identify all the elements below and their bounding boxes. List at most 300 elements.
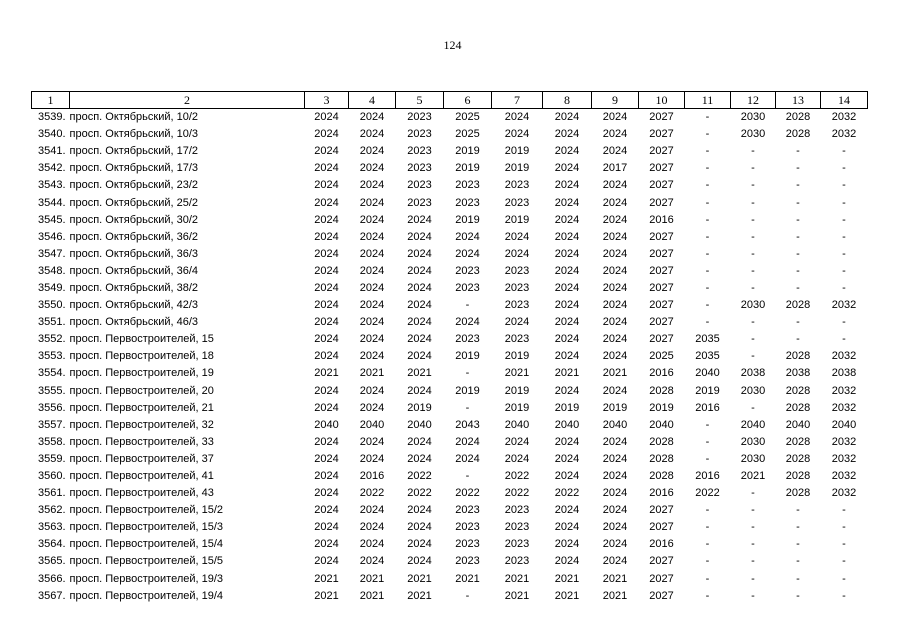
- row-number-cell: 3559.: [37, 452, 66, 465]
- year-cell: 2024: [314, 316, 339, 329]
- year-cell: 2019: [504, 162, 530, 175]
- year-cell: -: [705, 299, 710, 312]
- row-number-cell: 3557.: [37, 418, 66, 431]
- year-cell: -: [796, 213, 800, 226]
- year-cell: -: [751, 555, 755, 568]
- column-header: 14: [821, 92, 868, 109]
- year-cell: -: [751, 213, 755, 226]
- year-cell: 2023: [407, 196, 432, 209]
- column-header: 8: [543, 92, 592, 109]
- row-number-cell: 3551.: [37, 316, 66, 329]
- address-cell: просп. Октябрьский, 36/3: [69, 247, 199, 260]
- year-cell: 2024: [602, 111, 628, 124]
- year-cell: -: [465, 589, 470, 602]
- year-cell: 2027: [649, 555, 674, 568]
- year-cell: 2022: [407, 487, 432, 500]
- year-cell: 2021: [504, 589, 530, 602]
- row-number-cell: 3544.: [37, 196, 66, 209]
- address-cell: просп. Октябрьский, 38/2: [69, 281, 199, 294]
- year-cell: 2023: [504, 333, 530, 346]
- year-cell: 2022: [554, 487, 580, 500]
- year-cell: -: [751, 247, 755, 260]
- year-cell: -: [796, 179, 800, 192]
- year-cell: -: [705, 521, 710, 534]
- year-cell: -: [465, 299, 470, 312]
- column-header: 10: [639, 92, 685, 109]
- year-cell: 2024: [407, 281, 432, 294]
- year-cell: -: [796, 538, 800, 551]
- year-cell: 2023: [455, 521, 480, 534]
- column-header: 3: [305, 92, 349, 109]
- year-cell: 2021: [602, 367, 628, 380]
- year-cell: 2024: [602, 504, 628, 517]
- address-cell: просп. Октябрьский, 25/2: [69, 196, 199, 209]
- row-number-cell: 3555.: [37, 384, 66, 397]
- year-cell: 2021: [359, 367, 385, 380]
- column-header: 4: [349, 92, 396, 109]
- data-table: [31, 91, 868, 605]
- year-cell: 2023: [455, 281, 480, 294]
- year-cell: 2027: [649, 162, 674, 175]
- year-cell: 2024: [359, 521, 385, 534]
- year-cell: 2038: [740, 367, 766, 380]
- year-cell: 2023: [455, 333, 480, 346]
- year-cell: 2032: [831, 350, 857, 363]
- year-cell: 2027: [649, 333, 674, 346]
- year-cell: 2032: [831, 470, 857, 483]
- year-cell: 2028: [785, 384, 811, 397]
- year-cell: 2024: [359, 247, 385, 260]
- year-cell: -: [796, 230, 800, 243]
- year-cell: 2024: [602, 470, 628, 483]
- year-cell: 2024: [554, 504, 580, 517]
- year-cell: 2023: [504, 299, 530, 312]
- year-cell: -: [705, 196, 710, 209]
- column-header: 5: [396, 92, 444, 109]
- year-cell: 2024: [314, 179, 339, 192]
- year-cell: -: [796, 264, 800, 277]
- year-cell: 2027: [649, 247, 674, 260]
- year-cell: 2024: [554, 538, 580, 551]
- year-cell: 2021: [554, 589, 580, 602]
- year-cell: 2022: [407, 470, 432, 483]
- year-cell: 2021: [740, 470, 766, 483]
- year-cell: 2024: [407, 504, 432, 517]
- year-cell: 2024: [554, 230, 580, 243]
- year-cell: 2024: [359, 111, 385, 124]
- year-cell: -: [751, 538, 755, 551]
- address-cell: просп. Октябрьский, 17/3: [69, 162, 199, 175]
- year-cell: 2024: [602, 281, 628, 294]
- year-cell: 2023: [504, 538, 530, 551]
- year-cell: 2040: [695, 367, 720, 380]
- row-number-cell: 3545.: [37, 213, 66, 226]
- year-cell: -: [796, 316, 800, 329]
- table-row: [32, 588, 868, 605]
- year-cell: 2021: [554, 572, 580, 585]
- table-row: [32, 297, 868, 314]
- address-cell: просп. Первостроителей, 18: [69, 350, 214, 363]
- year-cell: -: [751, 333, 755, 346]
- year-cell: -: [796, 572, 800, 585]
- year-cell: 2024: [407, 350, 432, 363]
- year-cell: 2024: [407, 247, 432, 260]
- year-cell: -: [751, 145, 755, 158]
- year-cell: 2024: [314, 281, 339, 294]
- year-cell: 2024: [407, 452, 432, 465]
- year-cell: 2027: [649, 504, 674, 517]
- year-cell: 2024: [455, 435, 480, 448]
- year-cell: 2024: [602, 196, 628, 209]
- year-cell: 2024: [554, 452, 580, 465]
- year-cell: 2024: [314, 333, 339, 346]
- year-cell: 2023: [407, 179, 432, 192]
- year-cell: 2024: [314, 162, 339, 175]
- address-cell: просп. Первостроителей, 32: [69, 418, 214, 431]
- year-cell: 2024: [554, 435, 580, 448]
- year-cell: 2040: [504, 418, 530, 431]
- address-cell: просп. Первостроителей, 37: [69, 452, 214, 465]
- year-cell: -: [705, 572, 710, 585]
- row-number-cell: 3553.: [37, 350, 66, 363]
- year-cell: 2040: [740, 418, 766, 431]
- column-header: 12: [731, 92, 776, 109]
- year-cell: -: [705, 162, 710, 175]
- year-cell: 2024: [504, 128, 530, 141]
- year-cell: 2024: [407, 333, 432, 346]
- year-cell: 2016: [695, 470, 720, 483]
- year-cell: -: [842, 333, 846, 346]
- year-cell: 2024: [554, 213, 580, 226]
- year-cell: 2024: [407, 555, 432, 568]
- address-cell: просп. Первостроителей, 19/4: [69, 589, 224, 602]
- address-cell: просп. Октябрьский, 36/4: [69, 264, 199, 277]
- year-cell: 2019: [649, 401, 674, 414]
- table-row: [32, 553, 868, 570]
- column-header: 7: [492, 92, 543, 109]
- year-cell: 2024: [407, 435, 432, 448]
- year-cell: 2019: [455, 162, 480, 175]
- year-cell: -: [705, 264, 710, 277]
- year-cell: 2032: [831, 452, 857, 465]
- year-cell: 2021: [504, 572, 530, 585]
- year-cell: 2019: [455, 384, 480, 397]
- address-cell: просп. Первостроителей, 15/3: [69, 521, 224, 534]
- table-row: [32, 280, 868, 297]
- year-cell: -: [842, 281, 846, 294]
- year-cell: 2024: [554, 333, 580, 346]
- year-cell: 2024: [314, 111, 339, 124]
- year-cell: 2024: [455, 316, 480, 329]
- year-cell: 2024: [602, 316, 628, 329]
- year-cell: 2023: [455, 179, 480, 192]
- year-cell: 2028: [785, 350, 811, 363]
- year-cell: 2038: [785, 367, 811, 380]
- year-cell: 2024: [314, 196, 339, 209]
- year-cell: 2024: [359, 538, 385, 551]
- year-cell: 2016: [649, 367, 674, 380]
- year-cell: 2024: [554, 196, 580, 209]
- year-cell: -: [796, 589, 800, 602]
- table-row: [32, 485, 868, 502]
- year-cell: -: [842, 521, 846, 534]
- year-cell: 2032: [831, 384, 857, 397]
- year-cell: -: [751, 487, 755, 500]
- row-number-cell: 3562.: [37, 504, 66, 517]
- year-cell: 2024: [314, 521, 339, 534]
- year-cell: 2027: [649, 572, 674, 585]
- year-cell: 2028: [785, 487, 811, 500]
- year-cell: 2040: [359, 418, 385, 431]
- year-cell: 2024: [504, 452, 530, 465]
- year-cell: 2032: [831, 299, 857, 312]
- table-row: [32, 400, 868, 417]
- year-cell: -: [751, 589, 755, 602]
- year-cell: 2024: [359, 299, 385, 312]
- year-cell: 2024: [314, 299, 339, 312]
- year-cell: 2016: [695, 401, 720, 414]
- table-row: [32, 383, 868, 400]
- year-cell: -: [465, 367, 470, 380]
- table-row: [32, 417, 868, 434]
- year-cell: 2024: [359, 384, 385, 397]
- year-cell: 2024: [554, 111, 580, 124]
- year-cell: 2024: [314, 247, 339, 260]
- year-cell: 2024: [504, 111, 530, 124]
- year-cell: 2024: [554, 384, 580, 397]
- table-row: [32, 434, 868, 451]
- year-cell: 2030: [740, 384, 766, 397]
- row-number-cell: 3539.: [37, 111, 66, 124]
- year-cell: 2021: [407, 367, 432, 380]
- year-cell: 2024: [602, 247, 628, 260]
- year-cell: 2024: [554, 128, 580, 141]
- year-cell: 2024: [359, 452, 385, 465]
- year-cell: 2024: [504, 247, 530, 260]
- row-number-cell: 3563.: [37, 521, 66, 534]
- year-cell: 2024: [554, 470, 580, 483]
- year-cell: 2024: [407, 384, 432, 397]
- address-cell: просп. Первостроителей, 21: [69, 401, 214, 414]
- year-cell: -: [751, 264, 755, 277]
- year-cell: 2023: [455, 264, 480, 277]
- table-row: [32, 109, 868, 127]
- year-cell: 2019: [504, 401, 530, 414]
- year-cell: 2019: [504, 384, 530, 397]
- table-row: [32, 314, 868, 331]
- year-cell: 2023: [455, 538, 480, 551]
- year-cell: -: [705, 281, 710, 294]
- year-cell: -: [705, 145, 710, 158]
- year-cell: 2024: [314, 213, 339, 226]
- year-cell: 2030: [740, 435, 766, 448]
- address-cell: просп. Октябрьский, 42/3: [69, 299, 199, 312]
- year-cell: 2024: [314, 384, 339, 397]
- row-number-cell: 3560.: [37, 470, 66, 483]
- address-cell: просп. Октябрьский, 10/2: [69, 111, 199, 124]
- year-cell: 2027: [649, 264, 674, 277]
- year-cell: -: [751, 230, 755, 243]
- year-cell: 2023: [504, 504, 530, 517]
- year-cell: 2019: [554, 401, 580, 414]
- year-cell: 2024: [314, 435, 339, 448]
- year-cell: -: [842, 589, 846, 602]
- year-cell: 2019: [602, 401, 628, 414]
- year-cell: -: [842, 162, 846, 175]
- year-cell: 2028: [785, 128, 811, 141]
- year-cell: 2028: [785, 111, 811, 124]
- year-cell: -: [705, 589, 710, 602]
- year-cell: 2024: [359, 145, 385, 158]
- year-cell: 2035: [695, 350, 720, 363]
- year-cell: 2040: [831, 418, 857, 431]
- year-cell: 2027: [649, 521, 674, 534]
- year-cell: 2023: [504, 555, 530, 568]
- year-cell: 2022: [504, 487, 530, 500]
- year-cell: 2024: [359, 162, 385, 175]
- year-cell: 2023: [407, 162, 432, 175]
- year-cell: 2019: [407, 401, 432, 414]
- year-cell: 2028: [785, 299, 811, 312]
- address-cell: просп. Октябрьский, 36/2: [69, 230, 199, 243]
- year-cell: -: [796, 521, 800, 534]
- year-cell: 2021: [407, 589, 432, 602]
- table-row: [32, 451, 868, 468]
- year-cell: 2024: [314, 401, 339, 414]
- year-cell: 2024: [359, 179, 385, 192]
- year-cell: 2028: [785, 470, 811, 483]
- year-cell: 2024: [554, 179, 580, 192]
- year-cell: -: [751, 504, 755, 517]
- year-cell: 2028: [649, 470, 674, 483]
- table-row: [32, 571, 868, 588]
- year-cell: 2024: [602, 128, 628, 141]
- year-cell: 2024: [359, 504, 385, 517]
- year-cell: 2040: [407, 418, 432, 431]
- year-cell: 2024: [602, 521, 628, 534]
- year-cell: -: [842, 504, 846, 517]
- year-cell: 2024: [602, 145, 628, 158]
- year-cell: 2024: [554, 299, 580, 312]
- year-cell: 2024: [359, 555, 385, 568]
- row-number-cell: 3543.: [37, 179, 66, 192]
- year-cell: 2016: [649, 487, 674, 500]
- table-row: [32, 365, 868, 382]
- year-cell: 2027: [649, 196, 674, 209]
- year-cell: 2040: [785, 418, 811, 431]
- row-number-cell: 3558.: [37, 435, 66, 448]
- year-cell: -: [751, 401, 755, 414]
- year-cell: 2024: [314, 350, 339, 363]
- table-row: [32, 348, 868, 365]
- year-cell: -: [842, 230, 846, 243]
- table-row: [32, 126, 868, 143]
- year-cell: -: [796, 162, 800, 175]
- year-cell: 2024: [314, 264, 339, 277]
- column-header: 6: [444, 92, 492, 109]
- year-cell: 2023: [455, 555, 480, 568]
- year-cell: 2022: [504, 470, 530, 483]
- year-cell: -: [796, 333, 800, 346]
- year-cell: 2024: [602, 555, 628, 568]
- year-cell: 2021: [407, 572, 432, 585]
- year-cell: 2024: [602, 213, 628, 226]
- year-cell: 2040: [602, 418, 628, 431]
- year-cell: -: [842, 555, 846, 568]
- year-cell: 2021: [314, 367, 339, 380]
- year-cell: 2024: [314, 452, 339, 465]
- address-cell: просп. Первостроителей, 19: [69, 367, 214, 380]
- address-cell: просп. Первостроителей, 15/2: [69, 504, 224, 517]
- year-cell: 2021: [602, 572, 628, 585]
- year-cell: 2021: [504, 367, 530, 380]
- year-cell: 2024: [359, 128, 385, 141]
- year-cell: 2019: [504, 350, 530, 363]
- year-cell: 2027: [649, 179, 674, 192]
- address-cell: просп. Первостроителей, 33: [69, 435, 214, 448]
- year-cell: 2023: [504, 179, 530, 192]
- year-cell: 2023: [504, 264, 530, 277]
- column-header: 11: [685, 92, 731, 109]
- year-cell: 2024: [359, 230, 385, 243]
- year-cell: -: [796, 555, 800, 568]
- address-cell: просп. Первостроителей, 15: [69, 333, 214, 346]
- year-cell: 2024: [359, 213, 385, 226]
- year-cell: 2024: [407, 521, 432, 534]
- year-cell: -: [796, 504, 800, 517]
- year-cell: 2023: [407, 128, 432, 141]
- year-cell: -: [705, 418, 710, 431]
- year-cell: 2028: [649, 384, 674, 397]
- address-cell: просп. Октябрьский, 17/2: [69, 145, 199, 158]
- table-row: [32, 468, 868, 485]
- year-cell: 2024: [602, 299, 628, 312]
- page-number: 124: [443, 38, 462, 52]
- year-cell: 2024: [359, 401, 385, 414]
- year-cell: 2024: [455, 230, 480, 243]
- column-header: 2: [70, 92, 305, 109]
- row-number-cell: 3564.: [37, 538, 66, 551]
- year-cell: 2028: [649, 452, 674, 465]
- year-cell: 2032: [831, 435, 857, 448]
- year-cell: 2032: [831, 111, 857, 124]
- year-cell: 2019: [455, 145, 480, 158]
- year-cell: 2024: [602, 264, 628, 277]
- row-number-cell: 3552.: [37, 333, 66, 346]
- year-cell: 2022: [455, 487, 480, 500]
- year-cell: 2027: [649, 230, 674, 243]
- year-cell: -: [705, 247, 710, 260]
- table-row: [32, 519, 868, 536]
- year-cell: 2028: [785, 401, 811, 414]
- table-row: [32, 212, 868, 229]
- year-cell: 2021: [314, 589, 339, 602]
- year-cell: 2024: [314, 470, 339, 483]
- year-cell: 2024: [554, 162, 580, 175]
- year-cell: 2024: [504, 435, 530, 448]
- year-cell: 2024: [407, 264, 432, 277]
- year-cell: 2024: [359, 264, 385, 277]
- year-cell: -: [842, 264, 846, 277]
- year-cell: 2024: [602, 230, 628, 243]
- year-cell: 2027: [649, 299, 674, 312]
- table-row: [32, 263, 868, 280]
- year-cell: 2016: [649, 538, 674, 551]
- year-cell: -: [751, 521, 755, 534]
- year-cell: -: [842, 316, 846, 329]
- year-cell: -: [751, 162, 755, 175]
- year-cell: 2025: [455, 111, 480, 124]
